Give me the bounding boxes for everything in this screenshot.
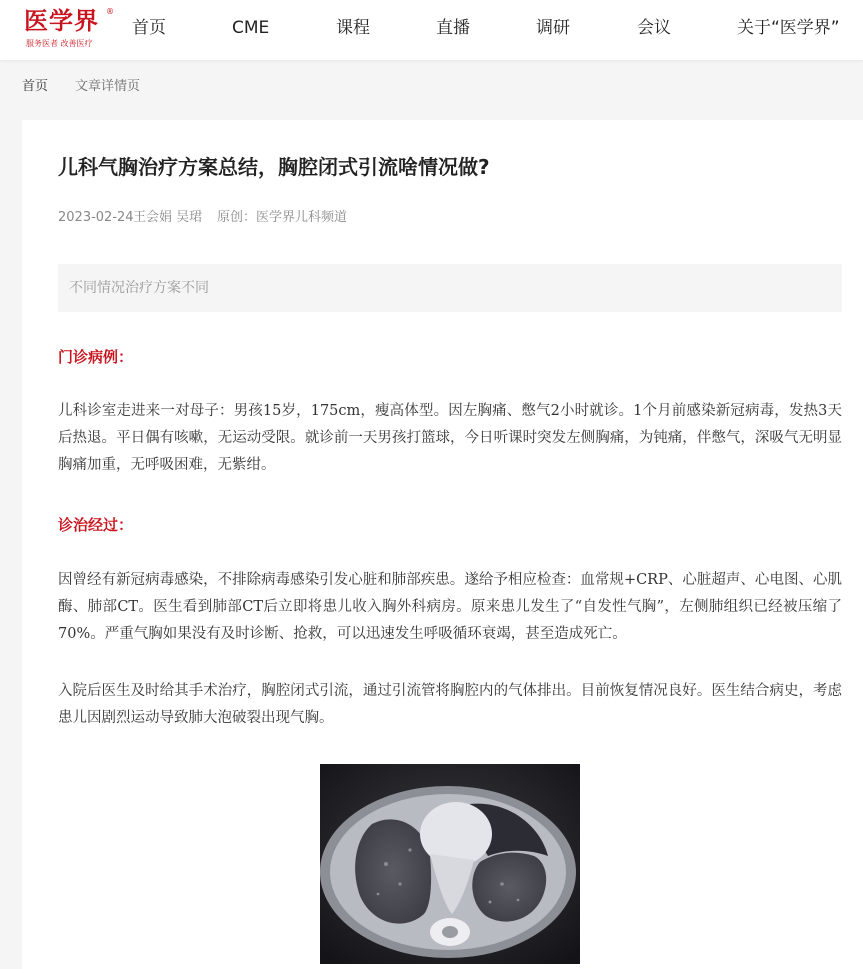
breadcrumb-home[interactable]: 首页 — [22, 79, 49, 94]
article-source: 原创：医学界儿科频道 — [217, 210, 348, 225]
section-heading-treatment: 诊治经过： — [58, 516, 134, 534]
paragraph-treatment-2: 入院后医生及时给其手术治疗，胸腔闭式引流，通过引流管将胸腔内的气体排出。目前恢复情况良好。医生结合病史，考虑患儿因剧烈运动导致肺大泡破裂出现气胸。 — [58, 683, 842, 726]
site-header — [0, 0, 863, 60]
logo-text: 医学界 — [24, 6, 99, 35]
nav-conference[interactable]: 会议 — [637, 18, 671, 38]
article-authors: 王会娟 吴珺 — [133, 210, 203, 225]
article-summary: 不同情况治疗方案不同 — [69, 280, 209, 296]
article-title: 儿科气胸治疗方案总结，胸腔闭式引流啥情况做? — [58, 155, 490, 179]
breadcrumb-current: 文章详情页 — [75, 79, 141, 94]
nav-courses[interactable]: 课程 — [336, 18, 370, 38]
paragraph-treatment-1: 因曾经有新冠病毒感染，不排除病毒感染引发心脏和肺部疾患。遂给予相应检查：血常规+CRP、心脏超声、心电图、心肌酶、肺部CT。医生看到肺部CT后立即将患儿收入胸外科病房。原来患儿发生了“自发性气胸”，左侧肺组织已经被压缩了70%。严重气胸如果没有及时诊断、抢救，可以迅速发生呼吸循环衰竭，甚至造成死亡。 — [58, 572, 842, 642]
logo-registered-mark: ® — [106, 7, 114, 16]
chest-ct-drawing — [320, 764, 580, 964]
paragraph-outpatient-case: 儿科诊室走进来一对母子：男孩15岁，175cm，瘦高体型。因左胸痛、憋气2小时就诊。1个月前感染新冠病毒，发热3天后热退。平日偶有咳嗽，无运动受限。就诊前一天男孩打篮球，今日听课时突发左侧胸痛，为钝痛，伴憋气，深吸气无明显胸痛加重，无呼吸困难，无紫绀。 — [58, 403, 842, 473]
section-heading-outpatient: 门诊病例： — [58, 348, 134, 366]
logo-slogan: 服务医者 改善医疗 — [26, 39, 93, 48]
nav-cme[interactable]: CME — [232, 18, 270, 38]
nav-live[interactable]: 直播 — [436, 18, 470, 38]
nav-about[interactable]: 关于“医学界” — [737, 18, 840, 38]
site-logo[interactable] — [24, 6, 116, 52]
article-date: 2023-02-24 — [58, 210, 134, 225]
nav-survey[interactable]: 调研 — [536, 18, 570, 38]
article-summary-box — [58, 264, 842, 312]
chest-ct-image — [320, 764, 580, 964]
nav-home[interactable]: 首页 — [132, 18, 166, 38]
